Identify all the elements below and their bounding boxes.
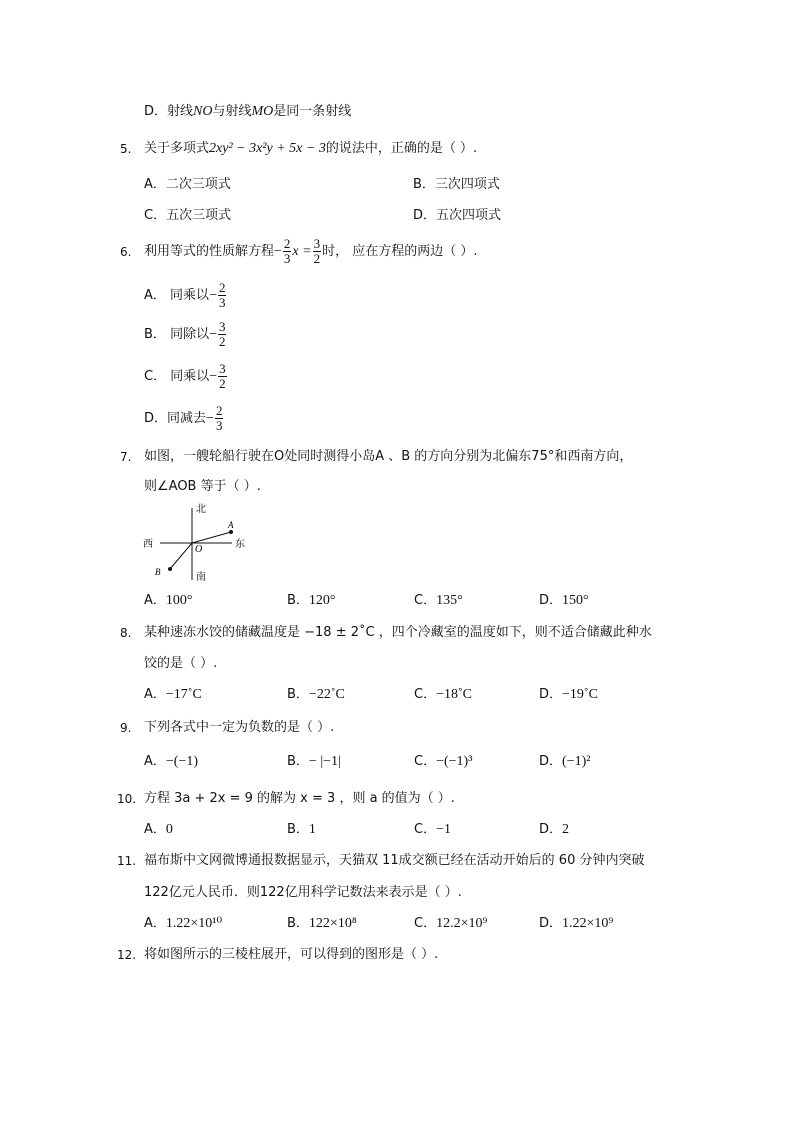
q12-number: 12.	[117, 948, 137, 962]
q7-point-b-dot	[168, 567, 172, 571]
q11-line2: 122亿元人民币．则122亿用科学记数法来表示是（ ）.	[144, 885, 462, 900]
q6-option-b-fraction: $\frac{3}{2}$	[218, 319, 226, 349]
q11-option-b: B．122×10⁸	[287, 916, 357, 931]
q5-number: 5.	[120, 142, 132, 156]
q6-option-d: D．同减去− $\frac{2}{3}$	[144, 403, 223, 433]
q9-option-d: D．(−1)²	[539, 754, 591, 769]
q8-option-a: A．−17˚C	[144, 687, 202, 702]
q8-option-c: C．−18˚C	[414, 687, 472, 702]
q6-number: 6.	[120, 245, 132, 259]
q8-line1: 某种速冻水饺的储藏温度是 −18 ± 2˚C ，四个冷藏室的温度如下，则不适合储藏此种水	[144, 625, 652, 640]
q5-stem: 关于多项式2xy² − 3x²y + 5x − 3的说法中，正确的是（ ）.	[144, 141, 478, 156]
q6-option-c-fraction: $\frac{3}{2}$	[219, 361, 226, 391]
q12-stem: 将如图所示的三棱柱展开，可以得到的图形是（ ）.	[144, 947, 439, 962]
q7-compass-figure	[140, 500, 260, 584]
q9-option-b: B．− |−1|	[287, 754, 341, 769]
q5-option-d: D．五次四项式	[413, 208, 502, 223]
q10-option-d: D．2	[539, 822, 570, 837]
q7-point-a-dot	[229, 530, 233, 534]
q11-option-d: D．1.22×10⁹	[539, 916, 614, 931]
q7-label-a: A	[228, 520, 234, 530]
q6-option-a: A． 同乘以− $\frac{2}{3}$	[144, 280, 226, 310]
q9-number: 9.	[120, 721, 132, 735]
q6-option-b: B． 同除以− $\frac{3}{2}$	[144, 319, 226, 349]
q9-option-a: A．−(−1)	[144, 754, 199, 769]
q11-number: 11.	[117, 854, 137, 868]
q5-option-c: C．五次三项式	[144, 208, 232, 223]
q5-polynomial: 2xy² − 3x²y + 5x − 3	[209, 141, 326, 156]
q9-stem: 下列各式中一定为负数的是（ ）.	[144, 720, 335, 735]
q6-fraction-right: $\frac{3}{2}$	[313, 236, 321, 266]
q7-label-south: 南	[196, 572, 206, 583]
q10-stem: 方程 3a + 2x = 9 的解为 x = 3 ，则 a 的值为（ ）.	[144, 791, 455, 806]
q7-label-west: 西	[143, 539, 153, 550]
q7-label-north: 北	[196, 504, 206, 515]
q8-line2: 饺的是（ ）.	[144, 656, 218, 671]
q7-option-d: D．150°	[539, 593, 589, 608]
q8-number: 8.	[120, 626, 132, 640]
q7-ray-ob	[170, 543, 192, 569]
q11-line1: 福布斯中文网微博通报数据显示，天猫双 11成交额已经在活动开始后的 60 分钟内突破	[144, 853, 645, 868]
q6-fraction-left: $\frac{2}{3}$	[283, 236, 291, 266]
q7-line2: 则∠AOB 等于（ ）.	[144, 479, 261, 494]
q7-label-east: 东	[235, 539, 245, 550]
q10-number: 10.	[117, 792, 137, 806]
q8-option-b: B．−22˚C	[287, 687, 345, 702]
q10-option-c: C．−1	[414, 822, 451, 837]
q6-option-d-fraction: $\frac{2}{3}$	[215, 403, 223, 433]
q7-ray-oa	[192, 532, 231, 543]
q7-option-b: B．120°	[287, 593, 336, 608]
q7-option-a: A．100°	[144, 593, 193, 608]
q5-option-a: A．二次三项式	[144, 177, 231, 192]
q5-option-b: B．三次四项式	[413, 177, 500, 192]
q9-option-c: C．−(−1)³	[414, 754, 473, 769]
q6-stem: 利用等式的性质解方程− $\frac{2}{3}$ x = $\frac{3}{2}$ 时， 应在方程的两边（ ）.	[144, 236, 478, 266]
q7-label-o: O	[195, 544, 203, 555]
q7-number: 7.	[120, 450, 132, 464]
q11-option-a: A．1.22×10¹⁰	[144, 916, 223, 931]
q10-option-a: A．0	[144, 822, 173, 837]
q4-option-d: D．射线NO与射线MO是同一条射线	[144, 104, 352, 119]
q6-option-a-fraction: $\frac{2}{3}$	[218, 280, 226, 310]
q7-label-b: B	[155, 567, 161, 577]
q6-option-c: C． 同乘以− $\frac{3}{2}$	[144, 361, 226, 391]
q11-option-c: C．12.2×10⁹	[414, 916, 488, 931]
q7-line1: 如图，一艘轮船行驶在O处同时测得小岛A 、B 的方向分别为北偏东75°和西南方向，	[144, 449, 633, 464]
q7-option-c: C．135°	[414, 593, 463, 608]
q8-option-d: D．−19˚C	[539, 687, 598, 702]
q10-option-b: B．1	[287, 822, 316, 837]
